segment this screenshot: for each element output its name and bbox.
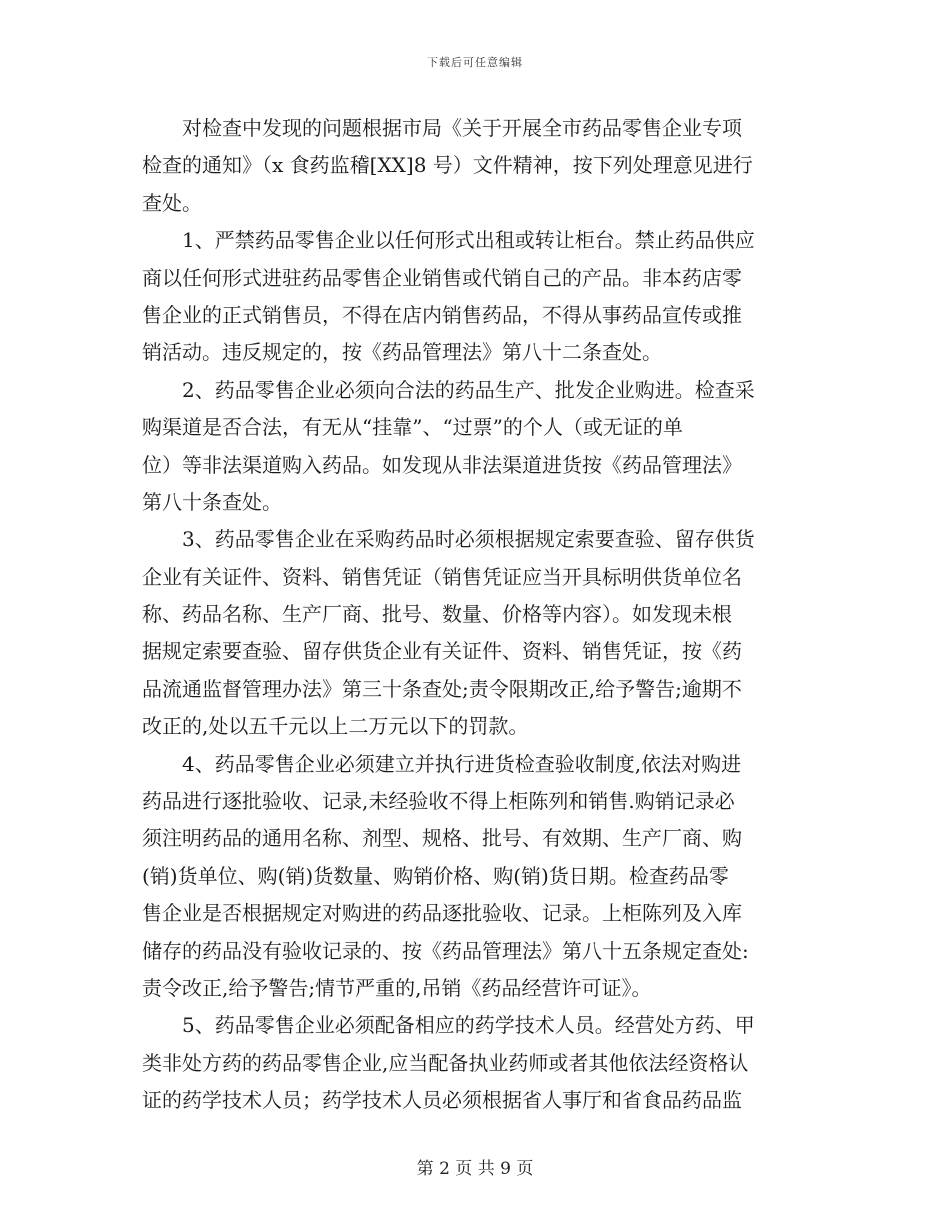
text-line: 1、严禁药品零售企业以任何形式出租或转让柜台。禁止药品供应: [142, 228, 755, 253]
text-line: 须注明药品的通用名称、剂型、规格、批号、有效期、生产厂商、购: [142, 826, 742, 851]
text-line: 企业有关证件、资料、销售凭证（销售凭证应当开具标明供货单位名: [142, 564, 742, 589]
text-line: 查处。: [142, 190, 202, 215]
text-line: 改正的,处以五千元以上二万元以下的罚款。: [142, 714, 529, 739]
text-line: 药品进行逐批验收、记录,未经验收不得上柜陈列和销售.购销记录必: [142, 789, 735, 814]
text-line: 售企业的正式销售员，不得在店内销售药品，不得从事药品宣传或推: [142, 302, 742, 327]
text-line: 购渠道是否合法，有无从“挂靠”、“过票”的个人（或无证的单: [142, 415, 683, 440]
text-line: 2、药品零售企业必须向合法的药品生产、批发企业购进。检查采: [142, 377, 755, 402]
text-line: 5、药品零售企业必须配备相应的药学技术人员。经营处方药、甲: [142, 1013, 755, 1038]
text-line: 品流通监督管理办法》第三十条查处;责令限期改正,给予警告;逾期不: [142, 676, 742, 701]
text-line: 位）等非法渠道购入药品。如发现从非法渠道进货按《药品管理法》: [142, 452, 742, 477]
text-line: 商以任何形式进驻药品零售企业销售或代销自己的产品。非本药店零: [142, 265, 742, 290]
text-line: 第八十条查处。: [142, 489, 282, 514]
text-line: (销)货单位、购(销)货数量、购销价格、购(销)货日期。检查药品零: [142, 863, 729, 888]
text-line: 储存的药品没有验收记录的、按《药品管理法》第八十五条规定查处:: [142, 938, 749, 963]
text-line: 对检查中发现的问题根据市局《关于开展全市药品零售企业专项: [142, 116, 742, 140]
text-line: 销活动。违反规定的，按《药品管理法》第八十二条查处。: [142, 340, 662, 365]
text-line: 类非处方药的药品零售企业,应当配备执业药师或者其他依法经资格认: [142, 1050, 749, 1075]
page-header: 下载后可任意编辑: [427, 56, 523, 69]
text-line: 检查的通知》（x 食药监稽[XX]8 号）文件精神，按下列处理意见进行: [142, 153, 753, 178]
text-line: 据规定索要查验、留存供货企业有关证件、资料、销售凭证，按《药: [142, 639, 742, 664]
text-line: 4、药品零售企业必须建立并执行进货检查验收制度,依法对购进: [142, 751, 742, 776]
text-line: 售企业是否根据规定对购进的药品逐批验收、记录。上柜陈列及入库: [142, 901, 742, 926]
text-line: 3、药品零售企业在采购药品时必须根据规定索要查验、留存供货: [142, 527, 755, 552]
document-body: [142, 110, 810, 1120]
text-line: 证的药学技术人员；药学技术人员必须根据省人事厅和省食品药品监: [142, 1088, 742, 1113]
text-line: 责令改正,给予警告;情节严重的,吊销《药品经营许可证》。: [142, 975, 652, 1000]
page-number: 第 2 页 共 9 页: [416, 1159, 534, 1179]
text-line: 称、药品名称、生产厂商、批号、数量、价格等内容）。如发现未根: [142, 602, 732, 627]
